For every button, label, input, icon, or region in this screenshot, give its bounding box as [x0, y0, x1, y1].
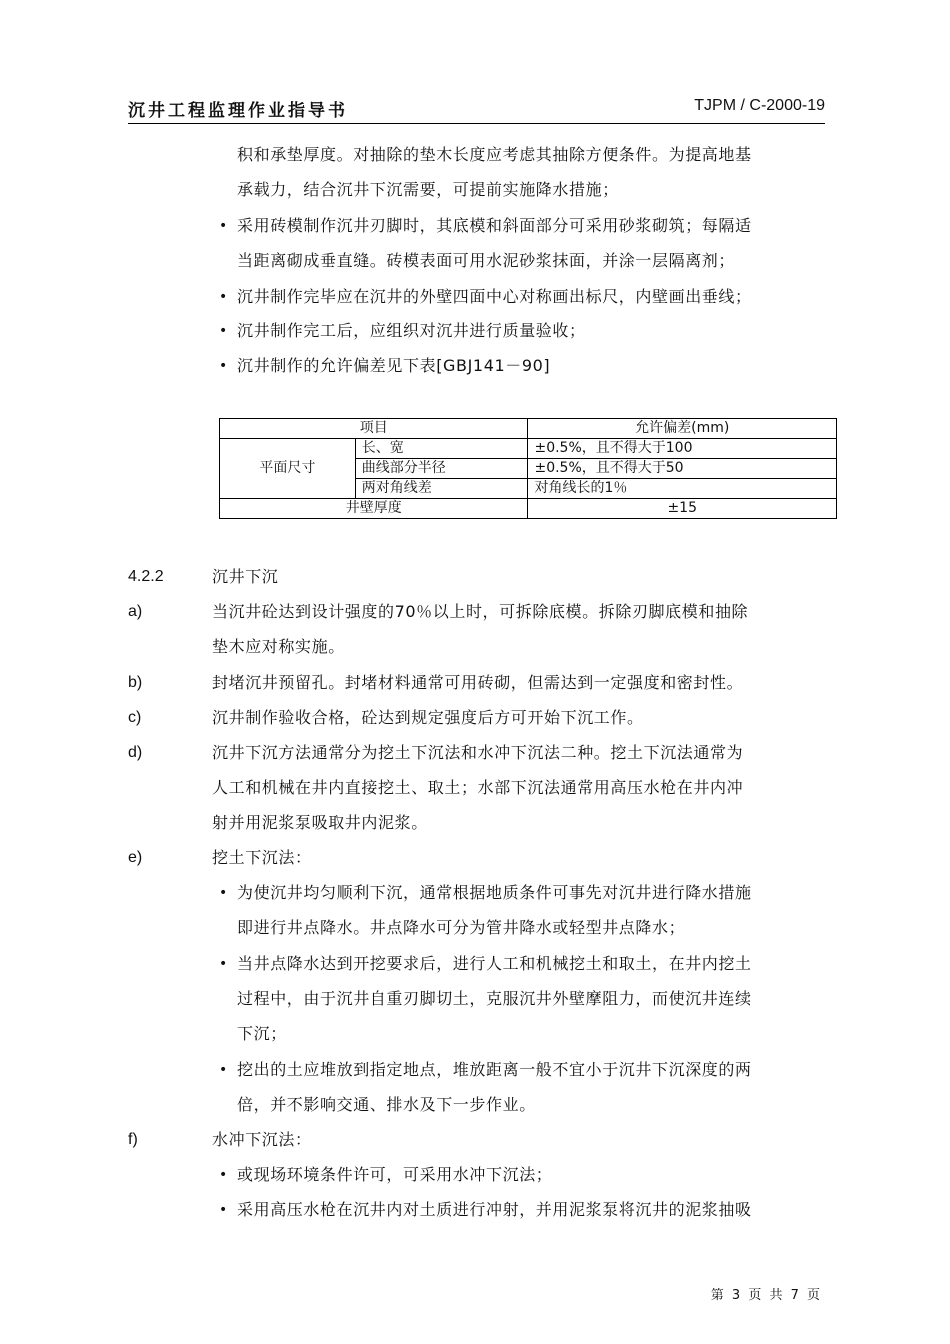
document-title: 沉井工程监理作业指导书 — [128, 101, 348, 121]
item-label: c) — [128, 709, 142, 726]
text-line: 或现场环境条件许可，可采用水冲下沉法； — [237, 1165, 553, 1184]
table-cell-item: 两对角线差 — [355, 479, 528, 499]
section-title: 沉井下沉 — [212, 567, 279, 586]
bullet-icon: • — [219, 1062, 228, 1078]
text-line: 沉井制作完毕应在沉井的外壁四面中心对称画出标尺，内壁画出垂线； — [237, 287, 752, 306]
text-line: 倍，并不影响交通、排水及下一步作业。 — [237, 1095, 536, 1114]
text-line: 沉井制作验收合格，砼达到规定强度后方可开始下沉工作。 — [212, 708, 644, 727]
item-label: d) — [128, 744, 143, 761]
bullet-icon: • — [219, 1167, 228, 1183]
text-line: 采用砖模制作沉井刃脚时，其底模和斜面部分可采用砂浆砌筑；每隔适 — [237, 216, 752, 235]
bullet-icon: • — [219, 358, 228, 374]
bullet-icon: • — [219, 956, 228, 972]
section-number: 4.2.2 — [128, 568, 164, 585]
text-line: 人工和机械在井内直接挖土、取土；水部下沉法通常用高压水枪在井内冲 — [212, 778, 744, 797]
document-code: TJPM / C-2000-19 — [694, 97, 825, 114]
bullet-icon: • — [219, 218, 228, 234]
text-line: 沉井下沉方法通常分为挖土下沉法和水冲下沉法二种。挖土下沉法通常为 — [212, 743, 744, 762]
bullet-icon: • — [219, 323, 228, 339]
text-line: 沉井制作的允许偏差见下表[GBJ141－90] — [237, 356, 551, 375]
text-line: 承载力，结合沉井下沉需要，可提前实施降水措施； — [237, 180, 619, 199]
text-line: 当距离砌成垂直缝。砖模表面可用水泥砂浆抹面，并涂一层隔离剂； — [237, 251, 736, 270]
tolerance-table — [219, 418, 837, 519]
bullet-icon: • — [219, 885, 228, 901]
text-line: 水冲下沉法： — [212, 1130, 312, 1149]
text-line: 即进行井点降水。井点降水可分为管井降水或轻型井点降水； — [237, 918, 686, 937]
header-rule — [128, 123, 825, 124]
text-line: 下沉； — [237, 1024, 287, 1043]
bullet-icon: • — [219, 1202, 228, 1218]
text-line: 垫木应对称实施。 — [212, 637, 345, 656]
text-line: 挖出的土应堆放到指定地点，堆放距离一般不宜小于沉井下沉深度的两 — [237, 1060, 752, 1079]
text-line: 挖土下沉法： — [212, 848, 312, 867]
table-cell-tolerance: 对角线长的1％ — [528, 479, 837, 499]
table-cell-tolerance: ±0.5%，且不得大于50 — [528, 459, 837, 479]
item-label: a) — [128, 603, 143, 620]
table-header-item: 项目 — [220, 419, 528, 439]
page-header — [128, 96, 825, 122]
table-group-label: 平面尺寸 — [220, 439, 356, 499]
item-label: e) — [128, 849, 143, 866]
text-line: 当井点降水达到开挖要求后，进行人工和机械挖土和取土，在井内挖土 — [237, 954, 752, 973]
page-number: 第 3 页 共 7 页 — [710, 1288, 822, 1303]
table-cell-item: 曲线部分半径 — [355, 459, 528, 479]
table-cell-item: 长、宽 — [355, 439, 528, 459]
table-header-row — [220, 419, 837, 439]
table-cell-tolerance: ±15 — [528, 499, 837, 519]
text-line: 为使沉井均匀顺利下沉，通常根据地质条件可事先对沉井进行降水措施 — [237, 883, 752, 902]
table-cell-tolerance: ±0.5%，且不得大于100 — [528, 439, 837, 459]
table-row — [220, 499, 837, 519]
item-label: f) — [128, 1131, 138, 1148]
text-line: 当沉井砼达到设计强度的70％以上时，可拆除底模。拆除刃脚底模和抽除 — [212, 602, 749, 621]
table-cell-item: 井壁厚度 — [220, 499, 528, 519]
text-line: 积和承垫厚度。对抽除的垫木长度应考虑其抽除方便条件。为提高地基 — [237, 145, 752, 164]
text-line: 过程中，由于沉井自重刃脚切土，克服沉井外壁摩阻力，而使沉井连续 — [237, 989, 752, 1008]
text-line: 采用高压水枪在沉井内对土质进行冲射，并用泥浆泵将沉井的泥浆抽吸 — [237, 1200, 752, 1219]
table-row — [220, 439, 837, 459]
table-header-tolerance: 允许偏差(mm) — [528, 419, 837, 439]
item-label: b) — [128, 674, 143, 691]
text-line: 射并用泥浆泵吸取井内泥浆。 — [212, 813, 428, 832]
text-line: 沉井制作完工后，应组织对沉井进行质量验收； — [237, 321, 586, 340]
bullet-icon: • — [219, 289, 228, 305]
text-line: 封堵沉井预留孔。封堵材料通常可用砖砌，但需达到一定强度和密封性。 — [212, 673, 744, 692]
